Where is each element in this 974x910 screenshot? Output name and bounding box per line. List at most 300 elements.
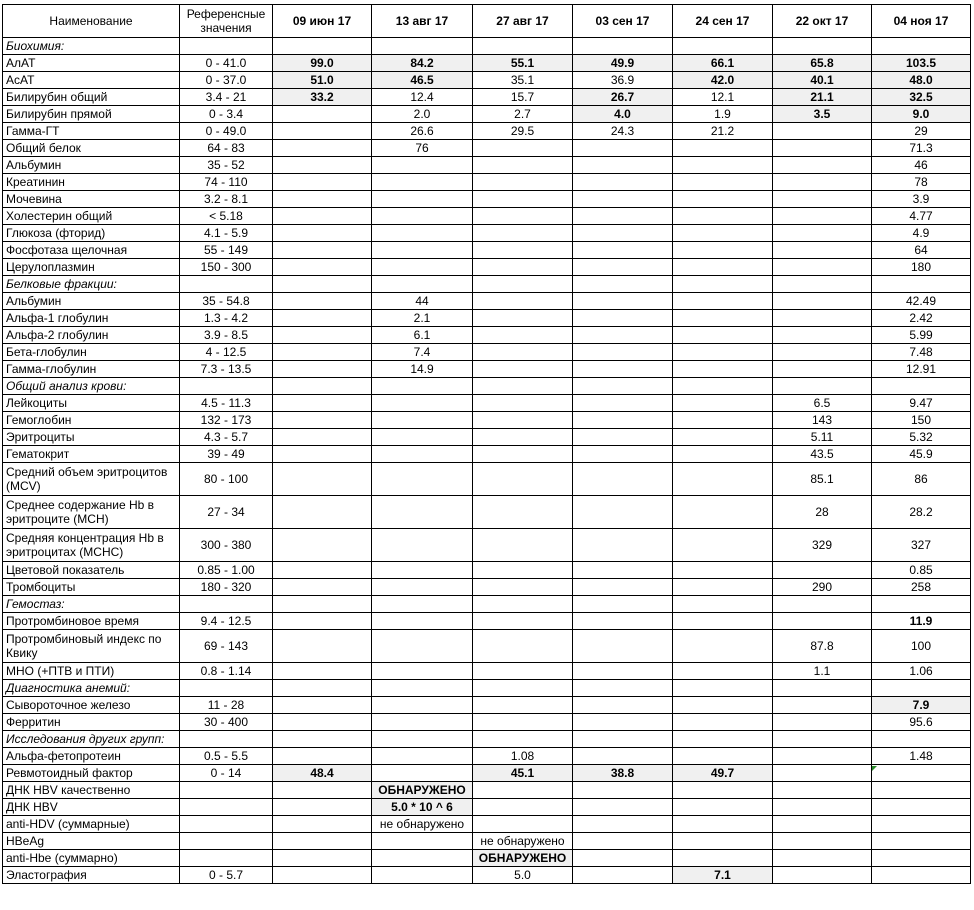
result-value: 29.5 [473,123,573,140]
result-value: 4.77 [872,208,971,225]
reference-range: 3.4 - 21 [180,89,273,106]
result-value [372,630,473,663]
result-value: 84.2 [372,55,473,72]
test-name: Общий белок [3,140,180,157]
test-name: Сывороточное железо [3,697,180,714]
header-date: 09 июн 17 [273,5,372,38]
result-value [273,412,372,429]
result-value [773,344,872,361]
section-empty-cell [473,38,573,55]
result-value [673,327,773,344]
result-value [273,748,372,765]
test-name: Альбумин [3,157,180,174]
header-date: 04 ноя 17 [872,5,971,38]
table-row [3,395,971,412]
result-value: 76 [372,140,473,157]
table-row [3,412,971,429]
result-value [473,697,573,714]
result-value: 48.0 [872,72,971,89]
result-value [773,748,872,765]
table-row [3,799,971,816]
reference-range: 35 - 52 [180,157,273,174]
result-value [673,208,773,225]
result-value: 0.85 [872,562,971,579]
section-empty-cell [773,38,872,55]
table-row [3,613,971,630]
reference-range: 0 - 49.0 [180,123,273,140]
result-value [673,833,773,850]
result-value: 21.2 [673,123,773,140]
result-value [573,361,673,378]
section-empty-cell [372,731,473,748]
section-empty-cell [473,276,573,293]
result-value [473,208,573,225]
result-value [872,765,971,782]
result-value [273,529,372,562]
result-value [273,327,372,344]
result-value [473,429,573,446]
result-value [773,140,872,157]
table-row [3,72,971,89]
result-value: 9.0 [872,106,971,123]
result-value [473,630,573,663]
result-value [273,174,372,191]
result-value: 5.11 [773,429,872,446]
result-value [573,613,673,630]
result-value: 9.47 [872,395,971,412]
result-value: 28 [773,496,872,529]
section-empty-cell [573,680,673,697]
section-empty-cell [372,38,473,55]
result-value: 7.4 [372,344,473,361]
result-value [573,327,673,344]
reference-range: 4.5 - 11.3 [180,395,273,412]
result-value: 12.91 [872,361,971,378]
header-ref: Референсные значения [180,5,273,38]
result-value [673,663,773,680]
result-value: 48.4 [273,765,372,782]
result-value: 38.8 [573,765,673,782]
result-value: 46.5 [372,72,473,89]
result-value [573,748,673,765]
result-value [473,663,573,680]
result-value [273,208,372,225]
result-value [773,123,872,140]
table-row [3,242,971,259]
result-value: 42.0 [673,72,773,89]
section-empty-cell [872,276,971,293]
result-value [773,833,872,850]
test-name: Среднее содержание Hb в эритроците (MCH) [3,496,180,529]
test-name: Альфа-2 глобулин [3,327,180,344]
section-row [3,276,971,293]
reference-range: 0.8 - 1.14 [180,663,273,680]
section-ref-cell [180,38,273,55]
result-value: 5.0 * 10 ^ 6 [372,799,473,816]
section-title: Гемостаз: [3,596,180,613]
result-value [773,242,872,259]
result-value [372,446,473,463]
result-value [773,765,872,782]
section-title: Белковые фракции: [3,276,180,293]
section-title: Общий анализ крови: [3,378,180,395]
result-value [773,799,872,816]
reference-range: 3.2 - 8.1 [180,191,273,208]
result-value: 5.0 [473,867,573,884]
result-value: 29 [872,123,971,140]
result-value [773,782,872,799]
section-empty-cell [872,731,971,748]
result-value [372,174,473,191]
table-row [3,867,971,884]
result-value: 99.0 [273,55,372,72]
result-value [773,293,872,310]
section-empty-cell [573,731,673,748]
section-empty-cell [372,596,473,613]
section-row [3,38,971,55]
result-value [773,225,872,242]
table-row [3,344,971,361]
header-name: Наименование [3,5,180,38]
result-value [773,310,872,327]
result-value [473,412,573,429]
reference-range: 9.4 - 12.5 [180,613,273,630]
test-name: Эластография [3,867,180,884]
test-name: Гемоглобин [3,412,180,429]
result-value [673,446,773,463]
result-value [673,344,773,361]
section-empty-cell [473,680,573,697]
result-value: 7.1 [673,867,773,884]
result-value [773,714,872,731]
result-value [573,259,673,276]
result-value [273,867,372,884]
result-value: 7.48 [872,344,971,361]
section-empty-cell [273,276,372,293]
result-value [673,395,773,412]
table-row [3,293,971,310]
result-value [473,496,573,529]
result-value [473,327,573,344]
result-value [273,242,372,259]
result-value [773,259,872,276]
test-name: МНО (+ПТВ и ПТИ) [3,663,180,680]
section-title: Биохимия: [3,38,180,55]
result-value: 1.1 [773,663,872,680]
result-value: 85.1 [773,463,872,496]
test-name: Креатинин [3,174,180,191]
result-value: 6.1 [372,327,473,344]
result-value [673,850,773,867]
table-row [3,463,971,496]
section-empty-cell [473,378,573,395]
result-value [473,225,573,242]
result-value: 35.1 [473,72,573,89]
result-value [573,208,673,225]
result-value [372,714,473,731]
result-value: 45.1 [473,765,573,782]
result-value [673,293,773,310]
section-empty-cell [273,680,372,697]
result-value: 6.5 [773,395,872,412]
result-value [673,579,773,596]
section-empty-cell [673,378,773,395]
table-row [3,157,971,174]
result-value [573,344,673,361]
section-empty-cell [372,378,473,395]
result-value [573,630,673,663]
table-row [3,697,971,714]
table-row [3,191,971,208]
result-value [273,714,372,731]
result-value: 2.7 [473,106,573,123]
reference-range: 4.3 - 5.7 [180,429,273,446]
result-value [673,463,773,496]
result-value: 26.7 [573,89,673,106]
result-value [773,174,872,191]
result-value: 1.08 [473,748,573,765]
table-row [3,225,971,242]
test-name: Билирубин общий [3,89,180,106]
test-name: Протромбиновый индекс по Квику [3,630,180,663]
result-value [273,782,372,799]
test-name: Гематокрит [3,446,180,463]
result-value [473,174,573,191]
reference-range: 0 - 14 [180,765,273,782]
result-value [372,697,473,714]
reference-range: 74 - 110 [180,174,273,191]
result-value [573,395,673,412]
result-value [372,395,473,412]
table-row [3,579,971,596]
table-row [3,782,971,799]
table-row [3,765,971,782]
result-value [473,242,573,259]
header-date: 27 авг 17 [473,5,573,38]
result-value [673,496,773,529]
section-empty-cell [273,38,372,55]
result-value [473,259,573,276]
result-value [473,344,573,361]
result-value [273,663,372,680]
result-value [673,140,773,157]
reference-range: 0 - 41.0 [180,55,273,72]
result-value [573,816,673,833]
table-row [3,123,971,140]
table-row [3,55,971,72]
result-value [673,748,773,765]
test-name: Холестерин общий [3,208,180,225]
result-value [473,613,573,630]
table-row [3,361,971,378]
table-row [3,310,971,327]
result-value [273,106,372,123]
result-value [273,140,372,157]
reference-range: 4 - 12.5 [180,344,273,361]
result-value: 2.42 [872,310,971,327]
result-value [273,850,372,867]
section-empty-cell [573,378,673,395]
section-empty-cell [473,596,573,613]
result-value [273,191,372,208]
result-value [673,562,773,579]
result-value: 26.6 [372,123,473,140]
section-empty-cell [573,38,673,55]
test-name: Альбумин [3,293,180,310]
result-value [372,748,473,765]
test-name: Билирубин прямой [3,106,180,123]
reference-range: 39 - 49 [180,446,273,463]
result-value [273,833,372,850]
result-value [473,816,573,833]
result-value: 12.1 [673,89,773,106]
result-value [773,850,872,867]
table-row [3,89,971,106]
header-row [3,5,971,38]
section-row [3,596,971,613]
result-value [673,799,773,816]
section-ref-cell [180,731,273,748]
section-empty-cell [673,38,773,55]
result-value: 32.5 [872,89,971,106]
table-row [3,446,971,463]
result-value [372,850,473,867]
result-value: 4.0 [573,106,673,123]
reference-range: 7.3 - 13.5 [180,361,273,378]
reference-range: 4.1 - 5.9 [180,225,273,242]
test-name: АлАТ [3,55,180,72]
table-body [3,38,971,884]
result-value [372,613,473,630]
test-name: Альфа-1 глобулин [3,310,180,327]
reference-range: 3.9 - 8.5 [180,327,273,344]
result-value: 143 [773,412,872,429]
reference-range: 1.3 - 4.2 [180,310,273,327]
result-value: 329 [773,529,872,562]
result-value [273,344,372,361]
result-value [573,242,673,259]
result-value [473,714,573,731]
result-value [573,833,673,850]
section-empty-cell [673,680,773,697]
result-value: 24.3 [573,123,673,140]
section-ref-cell [180,680,273,697]
test-name: Альфа-фетопротеин [3,748,180,765]
result-value: 3.9 [872,191,971,208]
result-value: 4.9 [872,225,971,242]
result-value [273,579,372,596]
test-name: Протромбиновое время [3,613,180,630]
result-value: 11.9 [872,613,971,630]
result-value [372,208,473,225]
section-empty-cell [773,680,872,697]
section-empty-cell [673,276,773,293]
result-value [573,867,673,884]
result-value [573,579,673,596]
section-empty-cell [273,731,372,748]
header-date: 24 сен 17 [673,5,773,38]
result-value [573,714,673,731]
result-value [673,174,773,191]
result-value: 2.0 [372,106,473,123]
result-value: 103.5 [872,55,971,72]
result-value: 7.9 [872,697,971,714]
result-value: 15.7 [473,89,573,106]
result-value: 100 [872,630,971,663]
table-row [3,140,971,157]
result-value: 3.5 [773,106,872,123]
reference-range: 0 - 5.7 [180,867,273,884]
result-value: 290 [773,579,872,596]
result-value [473,140,573,157]
section-empty-cell [773,378,872,395]
result-value [872,799,971,816]
result-value [573,782,673,799]
test-name: Лейкоциты [3,395,180,412]
result-value [273,630,372,663]
result-value [372,562,473,579]
result-value [573,157,673,174]
result-value: 46 [872,157,971,174]
table-row [3,748,971,765]
table-row [3,714,971,731]
section-ref-cell [180,596,273,613]
section-empty-cell [673,596,773,613]
result-value [473,799,573,816]
result-value [673,225,773,242]
result-value [573,293,673,310]
result-value [573,529,673,562]
reference-range: 55 - 149 [180,242,273,259]
result-value [872,867,971,884]
result-value: 78 [872,174,971,191]
result-value [273,463,372,496]
table-row [3,327,971,344]
result-value [273,697,372,714]
result-value [273,816,372,833]
test-name: Мочевина [3,191,180,208]
result-value: 55.1 [473,55,573,72]
result-value [573,429,673,446]
result-value [273,562,372,579]
reference-range: < 5.18 [180,208,273,225]
result-value: 45.9 [872,446,971,463]
section-empty-cell [773,731,872,748]
result-value [673,191,773,208]
result-value [573,850,673,867]
result-value [273,225,372,242]
section-empty-cell [773,276,872,293]
test-name: Ферритин [3,714,180,731]
result-value [372,191,473,208]
result-value [673,782,773,799]
result-value [473,395,573,412]
reference-range: 180 - 320 [180,579,273,596]
result-value [773,191,872,208]
result-value [372,157,473,174]
test-name: HBeAg [3,833,180,850]
result-value [473,310,573,327]
reference-range: 0 - 3.4 [180,106,273,123]
result-value [673,412,773,429]
result-value: 12.4 [372,89,473,106]
result-value [273,293,372,310]
result-value [273,361,372,378]
result-value [573,663,673,680]
result-value: 40.1 [773,72,872,89]
result-value [573,191,673,208]
result-value [473,782,573,799]
